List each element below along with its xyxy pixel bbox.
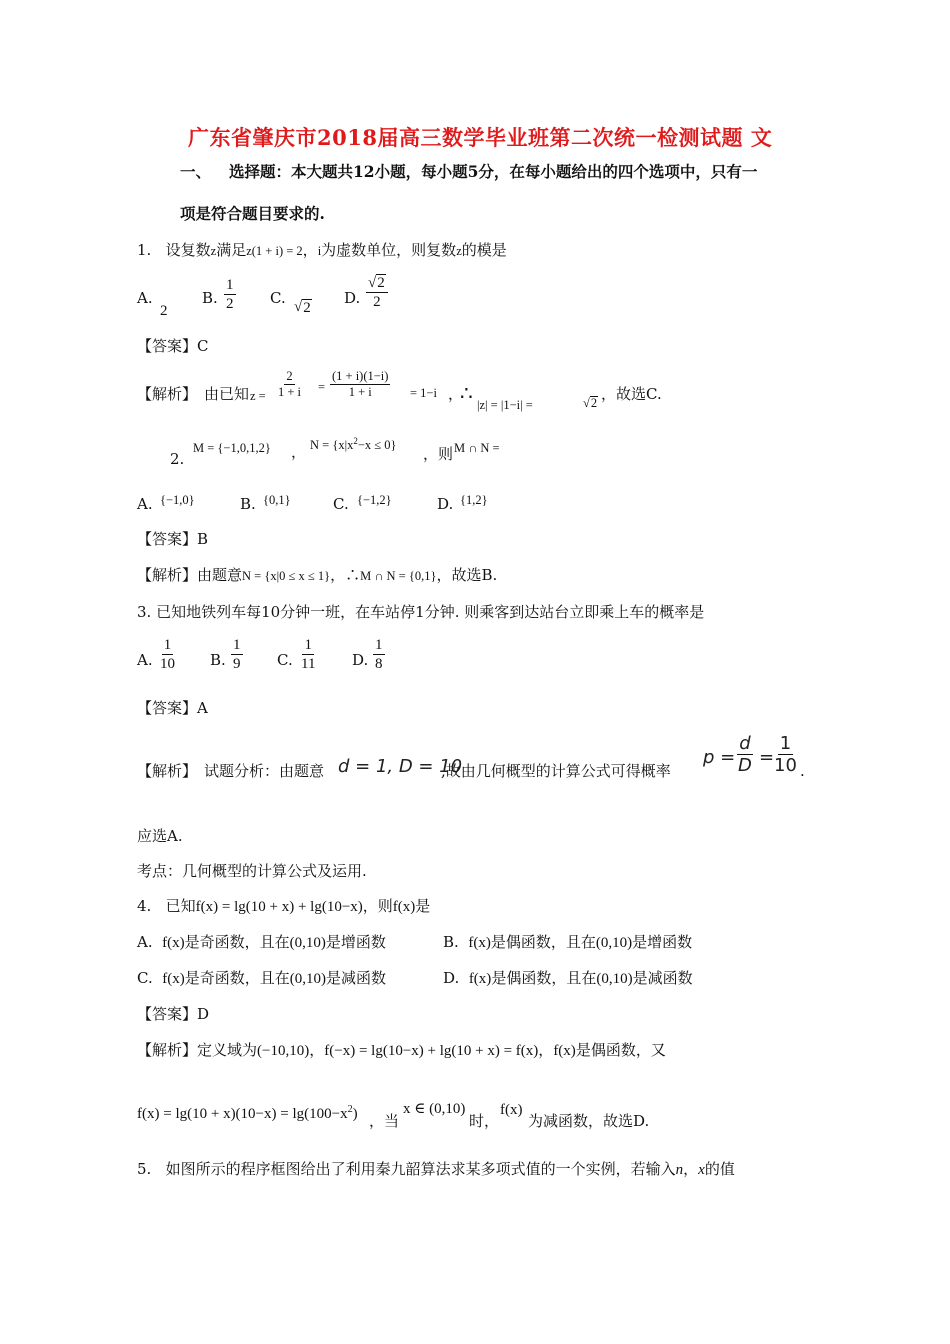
sqrt-symbol: √	[368, 275, 377, 291]
option-c-fraction	[299, 637, 317, 673]
fraction-denominator: 1 + i	[278, 384, 302, 399]
option-c-value: {−1,2}	[357, 493, 392, 507]
option-a-fraction	[158, 637, 177, 673]
question-text: 如图所示的程序框图给出了利用秦九韶算法求某多项式值的一个实例，若输入	[165, 1160, 676, 1178]
math-var: z	[210, 244, 217, 258]
math-var: n	[675, 1162, 684, 1178]
question-number: 4.	[137, 897, 152, 915]
answer-3: 【答案】A	[137, 699, 208, 717]
explanation-3-dot: .	[800, 762, 805, 780]
option-c	[137, 970, 386, 988]
math-function: f(x) = lg(10 + x) + lg(10−x)	[195, 899, 363, 915]
fraction-numerator: 1	[163, 637, 172, 653]
math-expression: N = {x|0 ≤ x ≤ 1}	[242, 569, 331, 583]
question-text: 已知	[165, 897, 196, 915]
option-text: 是偶函数，且在	[491, 969, 597, 987]
explanation-3-choice: 应选A.	[137, 827, 183, 845]
fraction-numerator: (1 + i)(1−i)	[332, 369, 389, 383]
question-text: 为虚数单位，则复数	[321, 241, 457, 259]
fraction-numerator: 1	[233, 637, 241, 653]
fraction-denominator: 11	[301, 655, 316, 672]
option-b-value: {0,1}	[263, 493, 291, 507]
option-label: C.	[137, 969, 153, 987]
question-1	[137, 242, 507, 259]
explanation-4-fx: f(x)	[500, 1102, 523, 1118]
explanation-text: 由题意	[197, 566, 243, 584]
explanation-1-result: = 1−i	[410, 386, 437, 400]
explanation-1-fraction-a	[276, 370, 303, 400]
question-3: 3. 已知地铁列车每10分钟一班，在车站停1分钟. 则乘客到达站台立即乘上车的概率是	[137, 603, 705, 621]
question-5	[137, 1161, 735, 1179]
math-condition: z(1 + i) = 2	[246, 244, 303, 258]
explanation-3-text: 试题分析：由题意	[204, 762, 325, 780]
therefore-symbol: ∴	[460, 381, 473, 405]
explanation-4-line1	[137, 1042, 666, 1060]
math-expression: f(−x) = lg(10−x) + lg(10 + x) = f(x)	[324, 1043, 539, 1059]
option-b-label: B.	[240, 495, 256, 513]
option-label: A.	[137, 933, 153, 951]
question-2-set-m: M = {−1,0,1,2}	[193, 441, 271, 455]
option-text: 是减函数	[632, 969, 693, 987]
set-n-part: −x ≤ 0}	[357, 438, 397, 453]
fraction-numerator: 1	[779, 733, 792, 754]
question-2-comma: ，	[291, 443, 307, 461]
section-heading-line2: 项是符合题目要求的.	[180, 204, 325, 223]
math-var: i	[317, 244, 322, 258]
explanation-text: ，故选B.	[436, 566, 498, 584]
fraction-denominator: 2	[226, 295, 234, 312]
explanation-3-p: p =	[703, 747, 736, 768]
section-heading-line1: 选择题：本大题共12小题，每小题5分，在每小题给出的四个选项中，只有一	[229, 162, 758, 181]
question-text: 设复数	[165, 241, 211, 259]
option-d-label: D.	[344, 289, 361, 307]
option-a	[137, 934, 386, 952]
option-text: 是增函数	[632, 933, 693, 951]
explanation-1-sqrt	[583, 396, 598, 411]
option-text: 是增函数	[325, 933, 386, 951]
question-number: 1.	[137, 241, 152, 259]
answer-1: 【答案】C	[137, 337, 209, 355]
explanation-text: 是偶函数，又	[575, 1041, 666, 1059]
explanation-3-eq: =	[759, 747, 775, 768]
explanation-1-comma: ，	[448, 385, 464, 403]
math-expression: M ∩ N = {0,1}	[360, 569, 437, 583]
fraction-denominator: D	[738, 754, 752, 776]
math-function: f(x)	[468, 935, 491, 951]
option-d-fraction	[366, 274, 388, 311]
option-text: 是偶函数，且在	[490, 933, 596, 951]
explanation-4-interval: x ∈ (0,10)	[403, 1101, 466, 1117]
question-2-number: 2.	[170, 450, 185, 468]
question-2-then: ，则	[423, 445, 454, 463]
explanation-4-equation	[137, 1104, 358, 1123]
explanation-3-values: d = 1, D = 10	[338, 756, 463, 777]
option-b-label: B.	[210, 651, 226, 669]
explanation-1-modulus: |z| = |1−i| =	[477, 398, 533, 412]
option-label: D.	[443, 969, 460, 987]
explanation-3-fraction-a	[736, 734, 754, 776]
option-c-label: C.	[333, 495, 349, 513]
option-b-fraction	[231, 637, 243, 673]
fraction-denominator: 9	[233, 655, 241, 672]
fraction-denominator: 10	[160, 655, 175, 672]
answer-2: 【答案】B	[137, 530, 209, 548]
radicand: 2	[590, 396, 598, 410]
fraction-numerator: d	[739, 733, 751, 754]
explanation-1-fraction-b	[330, 370, 390, 400]
radicand: 2	[303, 300, 311, 316]
explanation-text: ，	[309, 1041, 325, 1059]
math-var: x	[698, 1162, 705, 1178]
math-expression: f(x) = lg(10 + x)(10−x) = lg(100−x	[137, 1106, 348, 1122]
math-expression: )	[352, 1106, 358, 1122]
explanation-3-topic: 考点：几何概型的计算公式及运用.	[137, 862, 367, 880]
question-text: 是	[415, 897, 431, 915]
answer-4: 【答案】D	[137, 1005, 210, 1023]
math-interval: (0,10)	[289, 935, 326, 951]
question-text: ，	[302, 241, 318, 259]
option-b-label: B.	[202, 289, 218, 307]
explanation-4-when: ，当	[369, 1112, 400, 1130]
option-d-label: D.	[352, 651, 369, 669]
option-c-label: C.	[270, 289, 286, 307]
explanation-text: ，∴	[330, 566, 361, 584]
explanation-text: 定义域为	[197, 1041, 258, 1059]
math-function: f(x)	[162, 935, 185, 951]
explanation-4-text: 时，	[469, 1112, 500, 1130]
document-title: 广东省肇庆市2018届高三数学毕业班第二次统一检测试题 文	[188, 125, 773, 150]
fraction-denominator: 2	[373, 293, 381, 310]
explanation-1-text: 由已知	[204, 385, 250, 403]
fraction-denominator: 10	[774, 754, 797, 776]
superscript: 2	[353, 436, 358, 446]
math-function: f(x)	[162, 971, 185, 987]
math-interval: (0,10)	[595, 935, 633, 951]
radicand: 2	[377, 275, 385, 291]
superscript: 2	[347, 1104, 353, 1115]
math-interval: (−10,10)	[257, 1043, 310, 1059]
math-function: f(x)	[392, 899, 416, 915]
question-text: 满足	[216, 241, 247, 259]
option-a-value: {−1,0}	[160, 493, 195, 507]
option-text: 是减函数	[326, 969, 387, 987]
option-d	[443, 970, 693, 988]
fraction-numerator: 1	[375, 637, 383, 653]
sqrt-symbol: √	[583, 396, 590, 411]
fraction-numerator: 1	[304, 637, 312, 653]
option-c-label: C.	[277, 651, 293, 669]
option-c-sqrt	[294, 299, 312, 317]
question-2-intersection: M ∩ N =	[454, 441, 500, 455]
explanation-label: 【解析】	[137, 566, 198, 584]
option-a-label: A.	[137, 289, 153, 307]
option-d-label: D.	[437, 495, 454, 513]
option-a-label: A.	[137, 495, 153, 513]
math-interval: (0,10)	[289, 971, 327, 987]
explanation-3-fraction-b	[772, 734, 799, 776]
question-text: 的值	[704, 1160, 735, 1178]
fraction-denominator: 1 + i	[348, 384, 372, 399]
explanation-3-text2: ,故由几何概型的计算公式可得概率	[441, 762, 671, 780]
option-b	[443, 934, 692, 952]
sqrt-symbol: √	[294, 299, 303, 316]
set-n-part: N = {x|x	[310, 438, 354, 453]
option-d-value: {1,2}	[460, 493, 488, 507]
option-text: 是奇函数，且在	[184, 969, 290, 987]
math-function: f(x)	[468, 971, 492, 987]
explanation-3-label: 【解析】	[137, 762, 198, 780]
question-number: 5.	[137, 1160, 152, 1178]
question-text: ，	[683, 1160, 699, 1178]
explanation-4-end: 为减函数，故选D.	[528, 1112, 650, 1130]
math-var: z	[456, 244, 462, 258]
explanation-label: 【解析】	[137, 1041, 198, 1059]
math-function: f(x)	[553, 1043, 576, 1059]
option-text: 是奇函数，且在	[184, 933, 290, 951]
question-2-set-n	[310, 436, 397, 453]
explanation-2	[137, 567, 497, 584]
option-a-label: A.	[137, 651, 153, 669]
question-4	[137, 898, 430, 916]
option-a-value: 2	[160, 303, 168, 319]
explanation-text: ，	[538, 1041, 554, 1059]
question-text: 的模是	[461, 241, 507, 259]
option-d-fraction	[373, 637, 385, 673]
question-text: ，则	[362, 897, 393, 915]
option-label: B.	[443, 933, 459, 951]
explanation-1-eq: =	[318, 380, 326, 394]
explanation-1-z: z =	[250, 389, 266, 403]
section-number: 一、	[180, 162, 212, 181]
fraction-numerator: 1	[226, 277, 234, 293]
fraction-numerator: 2	[286, 369, 293, 383]
fraction-denominator: 8	[375, 655, 383, 672]
math-interval: (0,10)	[596, 971, 633, 987]
explanation-1-end: ，故选C.	[601, 385, 662, 403]
explanation-1-label: 【解析】	[137, 385, 198, 403]
option-b-fraction	[224, 277, 236, 313]
